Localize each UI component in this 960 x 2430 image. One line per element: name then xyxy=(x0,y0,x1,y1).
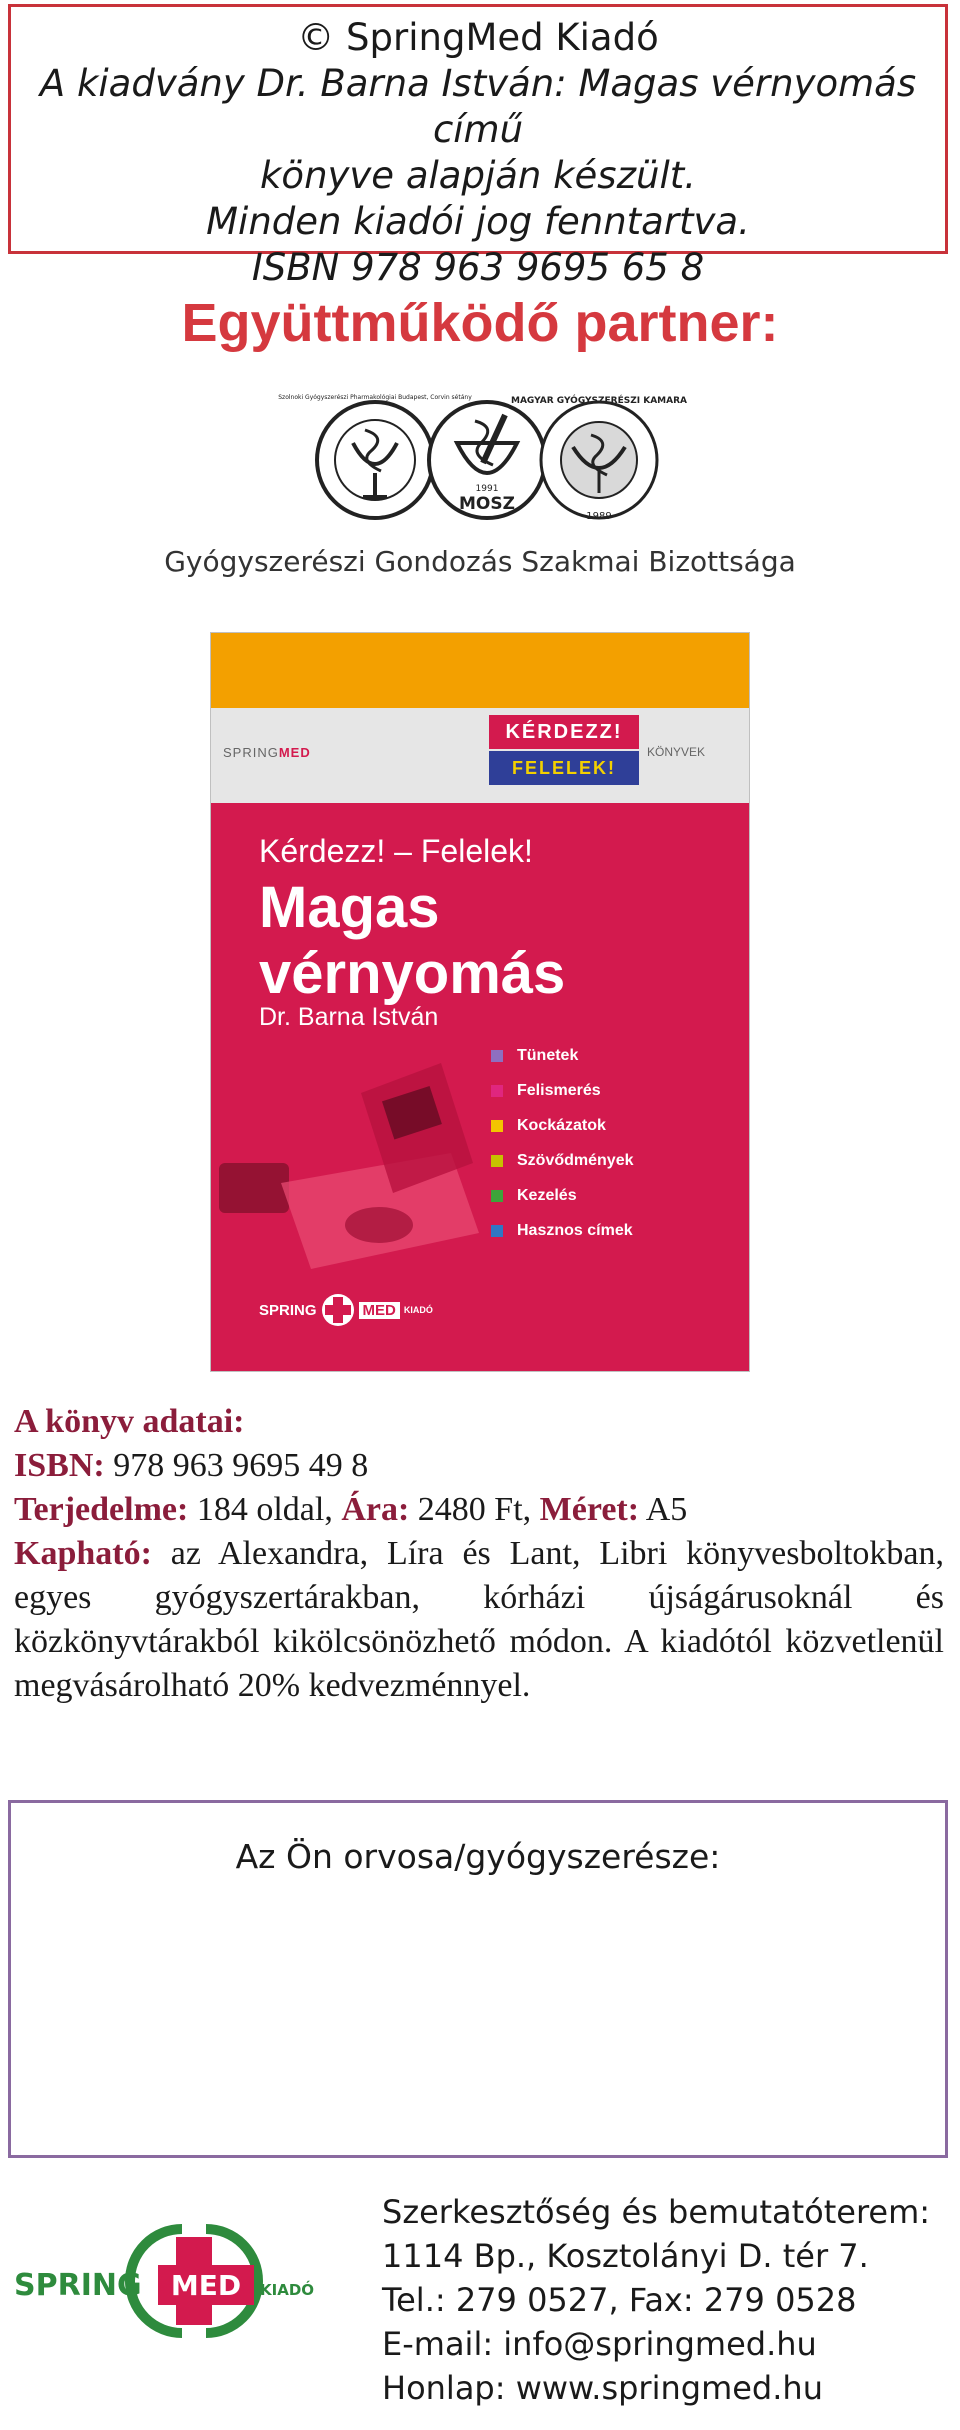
logo1-caption: Szolnoki Gyógyszerészi Pharmakológiai Budapest, Corvin sétány xyxy=(278,394,472,401)
availability-value: az Alexandra, Líra és Lant, Libri könyvesboltokban, egyes gyógyszertárakban, kórházi újságárusoknál és közkönyvtárakból kikölcsönözhető módon. A kiadótól közvetlenül megvásárolható 20% kedvezménnyel. xyxy=(14,1535,944,1704)
bullet-square-icon xyxy=(491,1085,503,1097)
copyright-line-2: A kiadvány Dr. Barna István: Magas vérnyomás című xyxy=(39,62,917,151)
cover-contents-label: Tünetek xyxy=(517,1047,579,1064)
copyright-line-4: Minden kiadói jog fenntartva. xyxy=(206,200,750,243)
book-details-heading: A könyv adatai: xyxy=(14,1403,245,1440)
cover-series-spring: SPRING xyxy=(223,745,279,760)
bullet-square-icon xyxy=(491,1155,503,1167)
springmed-logo xyxy=(10,2215,370,2345)
cover-contents-label: Szövődmények xyxy=(517,1152,634,1169)
medical-cross-icon xyxy=(321,1293,355,1327)
book-details xyxy=(14,1400,944,1708)
cover-contents-item xyxy=(491,1143,633,1178)
footer-address: 1114 Bp., Kosztolányi D. tér 7. xyxy=(382,2237,869,2275)
springmed-logo-svg xyxy=(10,2215,370,2345)
mosz-logo xyxy=(429,402,545,518)
bullet-square-icon xyxy=(491,1120,503,1132)
cover-contents-label: Kezelés xyxy=(517,1187,577,1204)
cover-contents-label: Felismerés xyxy=(517,1082,601,1099)
isbn-label: ISBN: xyxy=(14,1447,105,1484)
cover-contents-item xyxy=(491,1073,633,1108)
footer-logo-med: MED xyxy=(170,2269,242,2302)
logo2-year: 1991 xyxy=(475,484,499,494)
partner-logos-svg xyxy=(278,385,688,535)
availability-label: Kapható: xyxy=(14,1535,152,1572)
cover-brand-med: MED xyxy=(359,1302,400,1319)
cover-contents-item xyxy=(491,1178,633,1213)
cover-felelek-badge: FELELEK! xyxy=(489,751,639,785)
partner-logos xyxy=(278,385,688,535)
blood-pressure-monitor-icon xyxy=(211,1033,491,1293)
cover-contents-item xyxy=(491,1038,633,1073)
cover-kerdezz-badge: KÉRDEZZ! xyxy=(489,715,639,749)
pages-label: Terjedelme: xyxy=(14,1491,189,1528)
size-label: Méret: xyxy=(539,1491,640,1528)
cover-title: Magas vérnyomás xyxy=(259,875,566,1006)
cover-author: Dr. Barna István xyxy=(259,1003,439,1031)
cover-brand-kiado: KIADÓ xyxy=(403,1305,433,1315)
cover-brand-spring: SPRING xyxy=(259,1301,317,1319)
size-value: A5 xyxy=(645,1491,688,1528)
committee-name: Gyógyszerészi Gondozás Szakmai Bizottsága xyxy=(164,545,796,578)
copyright-publisher: © SpringMed Kiadó xyxy=(297,16,659,59)
pages-value: 184 oldal, xyxy=(196,1491,333,1528)
cover-contents-item xyxy=(491,1108,633,1143)
doctor-box-label: Az Ön orvosa/gyógyszerésze: xyxy=(235,1837,721,1876)
price-label: Ára: xyxy=(341,1491,410,1528)
logo2-caption: MOSZ xyxy=(459,494,515,514)
bullet-square-icon xyxy=(491,1050,503,1062)
doctor-stamp-box xyxy=(8,1800,948,2158)
cover-series-med: MED xyxy=(278,745,311,760)
footer-logo-spring: SPRING xyxy=(14,2268,142,2303)
price-value: 2480 Ft, xyxy=(417,1491,532,1528)
availability-paragraph xyxy=(14,1532,944,1708)
cover-publisher-brand xyxy=(259,1293,433,1327)
cover-subtitle: Kérdezz! – Felelek! xyxy=(259,833,533,869)
footer-logo-kiado: KIADÓ xyxy=(260,2281,315,2299)
footer-office-label: Szerkesztőség és bemutatóterem: xyxy=(382,2193,931,2231)
cover-series-label xyxy=(223,745,311,760)
partner-heading: Együttműködő partner: xyxy=(181,293,779,353)
cover-books-label: KÖNYVEK xyxy=(647,745,706,759)
cover-contents-list xyxy=(491,1038,633,1248)
copyright-line-3: könyve alapján készült. xyxy=(260,154,696,197)
footer-website: Honlap: www.springmed.hu xyxy=(382,2369,823,2407)
cover-top-strip xyxy=(211,633,749,708)
cover-contents-label: Kockázatok xyxy=(517,1117,606,1134)
footer-email: E-mail: info@springmed.hu xyxy=(382,2325,817,2363)
cover-contents-item xyxy=(491,1213,633,1248)
book-cover xyxy=(210,632,750,1372)
bullet-square-icon xyxy=(491,1225,503,1237)
cover-contents-label: Hasznos címek xyxy=(517,1222,633,1239)
bullet-square-icon xyxy=(491,1190,503,1202)
logo3-year: 1989 xyxy=(586,511,612,522)
isbn-value: 978 963 9695 49 8 xyxy=(113,1447,369,1484)
logo3-caption: MAGYAR GYÓGYSZERÉSZI KAMARA xyxy=(510,396,688,406)
footer-phone-fax: Tel.: 279 0527, Fax: 279 0528 xyxy=(382,2281,857,2319)
book-isbn-row xyxy=(14,1444,944,1488)
copyright-isbn: ISBN 978 963 9695 65 8 xyxy=(251,246,705,289)
copyright-box xyxy=(8,4,948,289)
footer-contact xyxy=(382,2190,930,2410)
book-specs-row xyxy=(14,1488,944,1532)
